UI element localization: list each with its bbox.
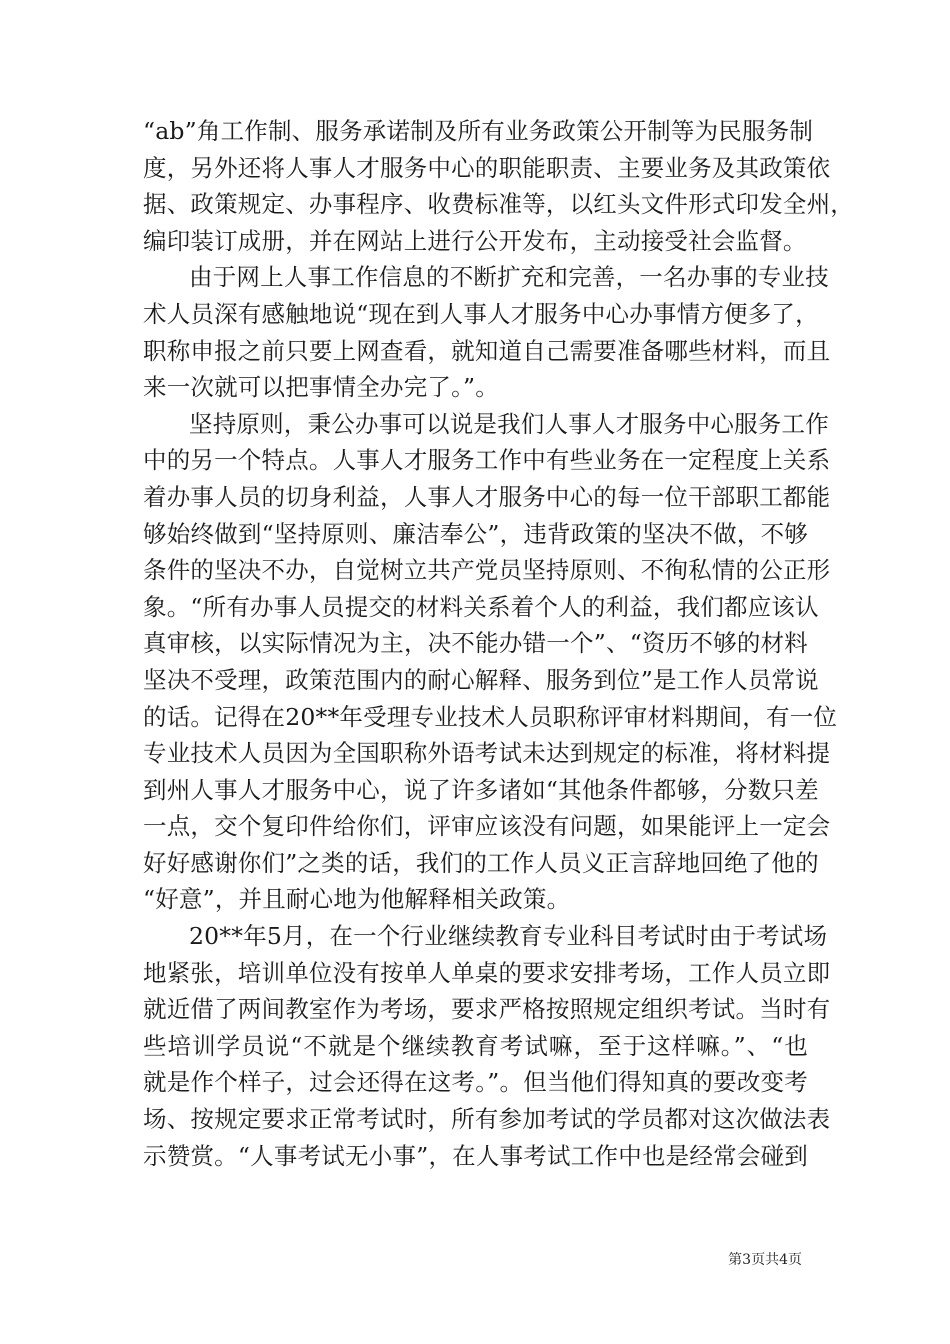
text-line: 度，另外还将人事人才服务中心的职能职责、主要业务及其政策依 <box>143 153 831 182</box>
text-line: 真审核，以实际情况为主，决不能办错一个”、“资历不够的材料 <box>143 629 808 658</box>
text-line: 术人员深有感触地说“现在到人事人才服务中心办事情方便多了， <box>143 299 819 328</box>
body-text <box>143 113 854 1174</box>
text-line: 坚持原则，秉公办事可以说是我们人事人才服务中心服务工作 <box>189 409 829 438</box>
text-line: 些培训学员说“不就是个继续教育考试嘛，至于这样嘛。”、“也 <box>143 1031 808 1060</box>
paragraph-2 <box>143 259 831 405</box>
text-line: 中的另一个特点。人事人才服务工作中有些业务在一定程度上关系 <box>143 446 831 475</box>
text-line: 就是作个样子，过会还得在这考。”。但当他们得知真的要改变考 <box>143 1068 808 1097</box>
paragraph-4 <box>143 918 831 1174</box>
text-line: “好意”，并且耐心地为他解释相关政策。 <box>143 885 571 914</box>
text-line: 据、政策规定、办事程序、收费标准等，以红头文件形式印发全州， <box>143 190 854 219</box>
text-line: 地紧张，培训单位没有按单人单桌的要求安排考场，工作人员立即 <box>143 958 831 987</box>
text-line: 职称申报之前只要上网查看，就知道自己需要准备哪些材料，而且 <box>143 336 831 365</box>
text-line: 编印装订成册，并在网站上进行公开发布，主动接受社会监督。 <box>143 226 807 255</box>
text-line: “ab”角工作制、服务承诺制及所有业务政策公开制等为民服务制 <box>143 117 814 145</box>
text-line: 来一次就可以把事情全办完了。”。 <box>143 373 499 402</box>
paragraph-3 <box>143 406 838 918</box>
text-line: 好好感谢你们”之类的话，我们的工作人员义正言辞地回绝了他的 <box>143 848 819 877</box>
text-line: 就近借了两间教室作为考场，要求严格按照规定组织考试。当时有 <box>143 995 831 1024</box>
text-line: 到州人事人才服务中心，说了许多诸如“其他条件都够，分数只差 <box>143 775 819 804</box>
text-line: 象。“所有办事人员提交的材料关系着个人的利益，我们都应该认 <box>143 592 819 621</box>
text-line: 条件的坚决不办，自觉树立共产党员坚持原则、不徇私情的公正形 <box>143 556 831 585</box>
text-line: 专业技术人员因为全国职称外语考试未达到规定的标准，将材料提 <box>143 739 831 768</box>
page-number: 第3页共4页 <box>728 1252 802 1268</box>
text-line: 的话。记得在20**年受理专业技术人员职称评审材料期间，有一位 <box>143 702 838 731</box>
text-line: 着办事人员的切身利益，人事人才服务中心的每一位干部职工都能 <box>143 482 831 511</box>
text-line: 场、按规定要求正常考试时，所有参加考试的学员都对这次做法表 <box>143 1105 831 1134</box>
text-line: 够始终做到“坚持原则、廉洁奉公”，违背政策的坚决不做，不够 <box>143 519 808 548</box>
text-line: 一点，交个复印件给你们，评审应该没有问题，如果能评上一定会 <box>143 812 831 841</box>
text-line: 坚决不受理，政策范围内的耐心解释、服务到位”是工作人员常说 <box>143 665 819 694</box>
text-line: 示赞赏。“人事考试无小事”，在人事考试工作中也是经常会碰到 <box>143 1141 808 1170</box>
text-line: 20**年5月，在一个行业继续教育专业科目考试时由于考试场 <box>189 922 828 951</box>
text-line: 由于网上人事工作信息的不断扩充和完善，一名办事的专业技 <box>189 263 829 292</box>
paragraph-1 <box>143 113 854 259</box>
